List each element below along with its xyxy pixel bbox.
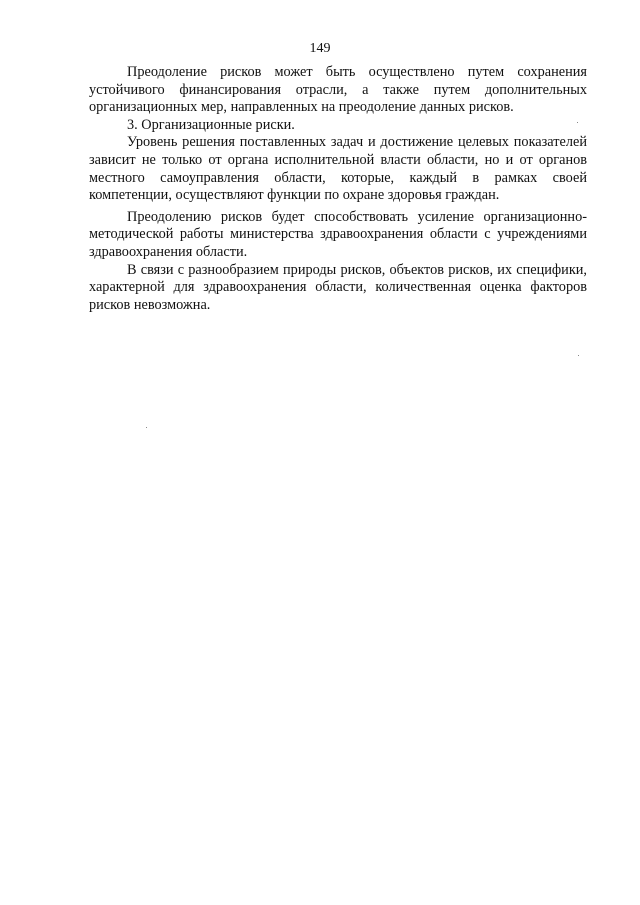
scan-speck [578,355,579,356]
paragraph-risk-mitigation: Преодоление рисков может быть осуществлено путем сохранения устойчивого финансирования отрасли, а также путем дополнительных организационных мер, направленных на преодоление данных рисков. [89,64,587,116]
section-heading-organizational-risks: 3. Организационные риски. [127,116,295,133]
scan-speck [577,122,578,123]
page-number: 149 [309,41,331,56]
paragraph-decision-level: Уровень решения поставленных задач и достижение целевых показателей зависит не только от органа исполнительной власти области, но и от органов местного самоуправления области, которые, каждый в рамках своей компетенции, осуществляют функции по охране здоровья граждан. [89,134,587,204]
scan-speck [146,427,147,428]
paragraph-quantitative-assessment: В связи с разнообразием природы рисков, объектов рисков, их специфики, характерной для здравоохранения области, количественная оценка факторов рисков невозможна. [89,261,587,313]
page-body [89,64,587,314]
paragraph-methodical-work: Преодолению рисков будет способствовать усиление организационно-методической работы министерства здравоохранения области с учреждениями здравоохранения области. [89,208,587,260]
